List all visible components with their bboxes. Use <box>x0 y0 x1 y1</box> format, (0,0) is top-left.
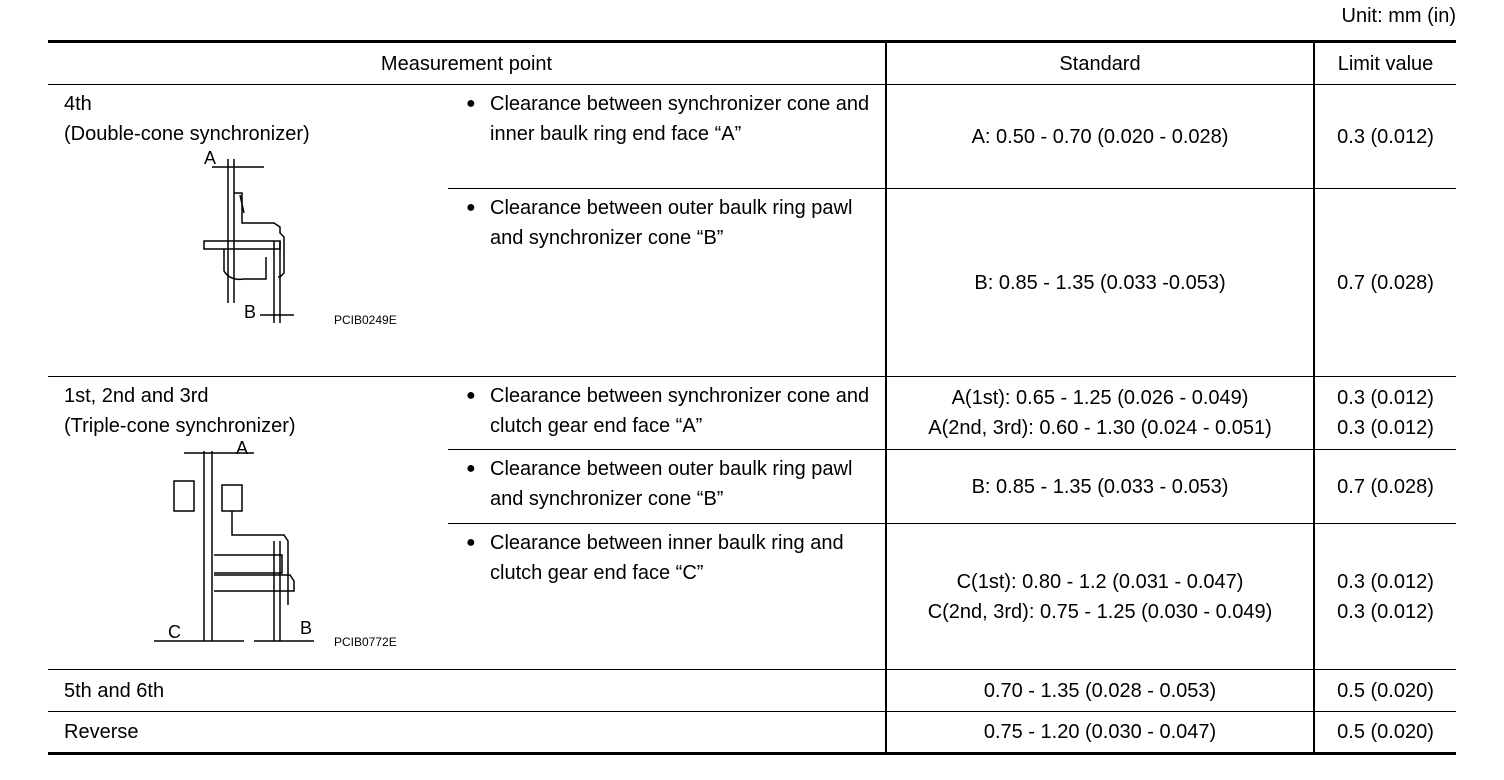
measurement-point-text: Clearance between inner baulk ring and clutch gear end face “C” <box>490 532 844 584</box>
limit-value: 0.3 (0.012) <box>1337 417 1434 439</box>
table-row <box>48 85 1456 189</box>
measurement-point-cell <box>448 189 886 377</box>
standard-value: B: 0.85 - 1.35 (0.033 - 0.053) <box>971 475 1229 498</box>
standard-cell <box>886 450 1314 524</box>
measurement-point-text: Clearance between synchronizer cone and clutch gear end face “A” <box>490 385 870 437</box>
unit-label: Unit: mm (in) <box>1341 5 1456 27</box>
limit-cell <box>1314 524 1456 670</box>
figure-code: PCIB0249E <box>334 313 397 327</box>
label-a: A <box>236 438 249 458</box>
standard-value: B: 0.85 - 1.35 (0.033 -0.053) <box>974 271 1226 294</box>
measurement-point-cell <box>448 85 886 189</box>
header-standard: Standard <box>886 42 1314 85</box>
specification-table <box>48 40 1456 755</box>
standard-cell <box>886 189 1314 377</box>
gear-name: 1st, 2nd and 3rd <box>64 385 209 407</box>
gear-cell-4th <box>48 85 448 377</box>
figure-code: PCIB0772E <box>334 635 397 649</box>
standard-cell <box>886 377 1314 450</box>
standard-value: A(1st): 0.65 - 1.25 (0.026 - 0.049) <box>951 387 1249 409</box>
table-row <box>48 712 1456 754</box>
limit-value: 0.3 (0.012) <box>1337 125 1434 148</box>
measurement-point-cell <box>448 450 886 524</box>
header-limit-value: Limit value <box>1314 42 1456 85</box>
gear-cell-reverse: Reverse <box>64 721 139 743</box>
limit-value: 0.3 (0.012) <box>1337 570 1434 593</box>
standard-cell <box>886 524 1314 670</box>
standard-cell: 0.70 - 1.35 (0.028 - 0.053) <box>886 670 1314 712</box>
label-b: B <box>244 302 257 322</box>
bullet-icon: ● <box>466 95 476 112</box>
gear-cell-5th-6th: 5th and 6th <box>48 670 886 712</box>
bullet-icon: ● <box>466 534 476 551</box>
double-cone-figure <box>64 149 448 369</box>
measurement-point-cell <box>448 524 886 670</box>
standard-value: C(2nd, 3rd): 0.75 - 1.25 (0.030 - 0.049) <box>927 600 1273 623</box>
limit-cell: 0.5 (0.020) <box>1314 670 1456 712</box>
triple-cone-figure <box>64 438 448 661</box>
limit-value: 0.3 (0.012) <box>1337 600 1434 623</box>
label-a: A <box>204 148 217 168</box>
standard-value: A(2nd, 3rd): 0.60 - 1.30 (0.024 - 0.051) <box>928 417 1272 439</box>
measurement-point-text: Clearance between outer baulk ring pawl and synchronizer cone “B” <box>490 197 853 249</box>
double-cone-diagram <box>184 153 444 373</box>
gear-name: 4th <box>64 93 92 115</box>
limit-cell <box>1314 377 1456 450</box>
measurement-point-text: Clearance between synchronizer cone and inner baulk ring end face “A” <box>490 93 870 145</box>
limit-cell <box>1314 85 1456 189</box>
limit-cell: 0.5 (0.020) <box>1314 712 1456 754</box>
standard-value: C(1st): 0.80 - 1.2 (0.031 - 0.047) <box>956 570 1244 593</box>
header-row <box>48 42 1456 85</box>
gear-type: (Triple-cone synchronizer) <box>64 415 296 437</box>
measurement-point-cell <box>448 377 886 450</box>
limit-value: 0.7 (0.028) <box>1337 475 1434 498</box>
table-row <box>48 670 1456 712</box>
limit-value: 0.7 (0.028) <box>1337 271 1434 294</box>
label-c: C <box>168 622 181 642</box>
measurement-point-text: Clearance between outer baulk ring pawl and synchronizer cone “B” <box>490 458 853 510</box>
bullet-icon: ● <box>466 199 476 216</box>
bullet-icon: ● <box>466 387 476 404</box>
standard-cell <box>886 85 1314 189</box>
table-row <box>48 377 1456 450</box>
limit-cell <box>1314 189 1456 377</box>
limit-cell <box>1314 450 1456 524</box>
label-b: B <box>300 618 313 638</box>
header-measurement-point: Measurement point <box>48 42 886 85</box>
limit-value: 0.3 (0.012) <box>1337 387 1434 409</box>
gear-cell-1st-2nd-3rd <box>48 377 448 670</box>
gear-type: (Double-cone synchronizer) <box>64 123 310 145</box>
bullet-icon: ● <box>466 460 476 477</box>
standard-cell: 0.75 - 1.20 (0.030 - 0.047) <box>886 712 1314 754</box>
standard-value: A: 0.50 - 0.70 (0.020 - 0.028) <box>971 125 1229 148</box>
